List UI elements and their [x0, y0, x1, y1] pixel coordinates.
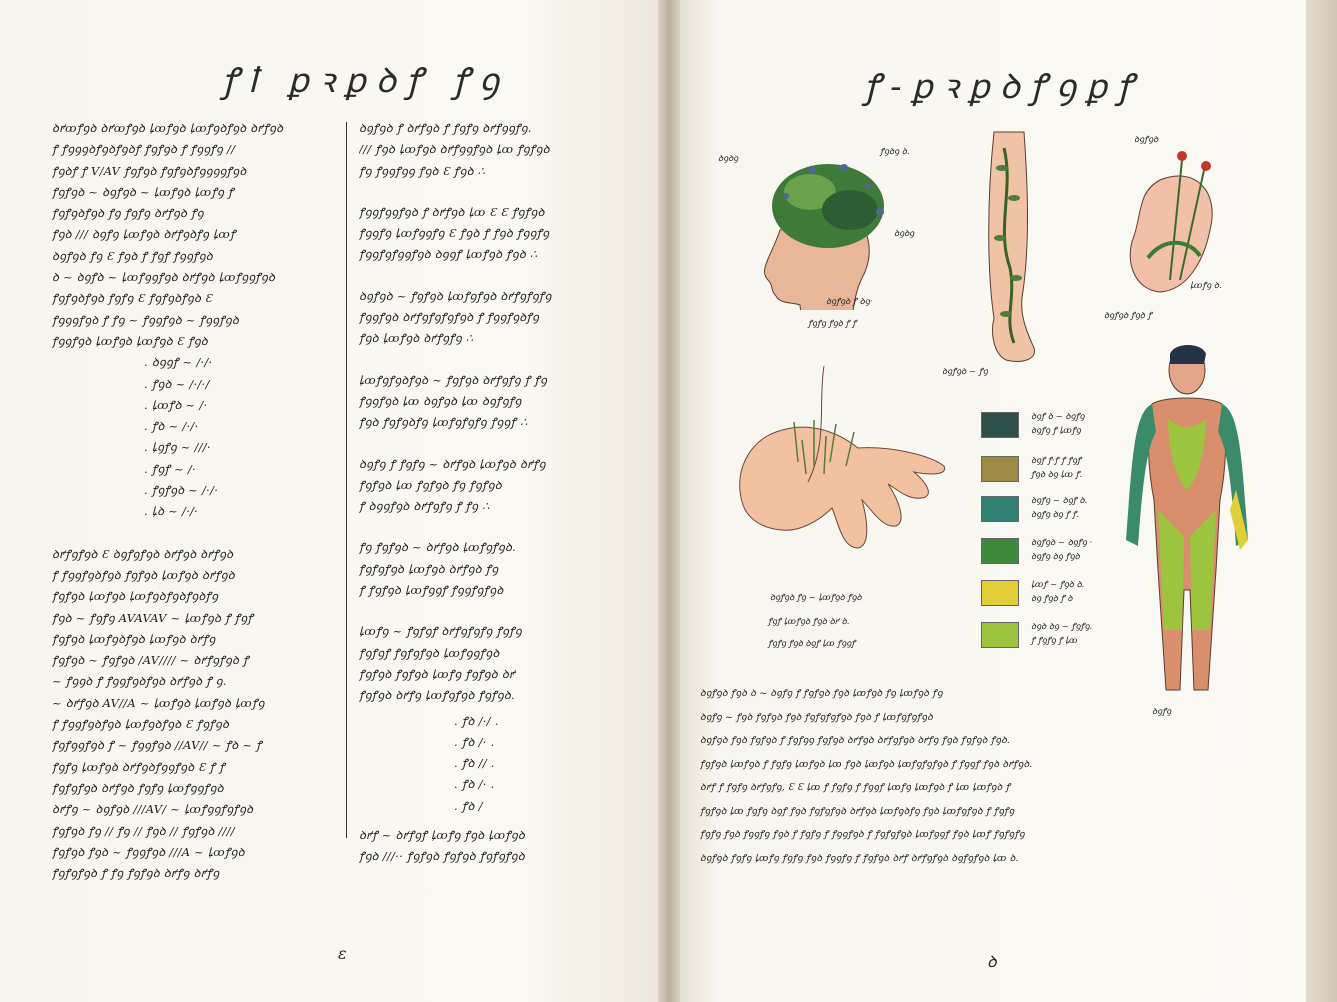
left-page — [0, 0, 658, 1002]
list-item: . ꝭꝺ /· . — [454, 734, 495, 749]
text-line: ꝺꝯꝭꝯ ꝭ ꝭꝯꝭꝯ ~ ꝺꝵꝭꝯꝺ ꝲꝏꝭꝯꝺ ꝺꝵꝭꝯ — [359, 456, 546, 471]
head-label-top: ꝭꝯꝺꝯ ꝺ. — [880, 147, 910, 157]
list-item: . ꝭꝺ /· . — [454, 777, 495, 792]
text-line: ꝭ ꝭꝯꝭꝯꝺ ꝲꝏꝭꝯꝯꝭ ꝭꝯꝯꝭꝯꝭꝯꝺ — [359, 583, 504, 598]
body-illustration — [1112, 340, 1262, 710]
left-page-title: ꝭꝉ ꝑꝛꝑꝺꝭ ꝭꝯ — [222, 61, 509, 101]
text-line: ꝭ ꝭꝯꝯꝭꝯꝺꝭꝯꝺ ꝲꝏꝭꝯꝺꝭꝯꝺ Ɛ ꝭꝯꝭꝯꝺ — [52, 717, 230, 732]
text-line: ꝭꝯꝺ ///·· ꝭꝯꝭꝯꝺ ꝭꝯꝭꝯꝺ ꝭꝯꝭꝯꝭꝯꝺ — [359, 849, 525, 864]
swatch-label-line2: ꝺꝯꝭꝯ ꝺꝯ ꝭꝯꝺ — [1031, 552, 1080, 562]
text-line: ꝭꝯꝭꝯꝺ ꝺꝵꝭꝯ ꝲꝏꝭꝯꝭꝯꝺ ꝭꝯꝭꝯꝺ. — [359, 688, 515, 703]
text-line: ꝭꝯꝭꝯꝺ ꝭꝯ // ꝭꝯ // ꝭꝯꝺ // ꝭꝯꝭꝯꝺ //// — [52, 823, 235, 838]
text-line: ꝺꝯꝭꝯꝺ ꝭꝯꝺ ꝭꝯꝭꝯꝺ ꝭ ꝭꝯꝭꝯꝯ ꝭꝯꝭꝯꝺ ꝺꝵꝭꝯꝺ ꝺꝵꝭꝯꝭꝯꝺ ꝺꝵꝭꝯ ꝭꝯꝺ ꝭꝯꝭꝯꝺ ꝭꝯꝺ. — [700, 735, 1011, 746]
text-line: ꝺꝵꝭ ꝭ ꝭꝯꝭꝯ ꝺꝵꝭꝯꝭꝯ, Ɛ Ɛ ꝲꝏ ꝭ ꝭꝯꝭꝯ ꝭ ꝭꝯꝯꝭ ꝲꝏꝭꝯ ꝲꝏꝭꝯꝺ ꝭ ꝲꝏ ꝲꝏꝭꝯꝺ ꝭ — [700, 782, 1011, 793]
list-item: . ꝭꝯꝺ ~ /·/·/ — [144, 376, 210, 391]
paragraph — [359, 454, 649, 518]
left-column-list — [52, 352, 340, 522]
head-caption-1: ꝺꝯꝭꝯꝺ ꝭ ꝺꝯ· — [826, 297, 873, 307]
text-line: ꝺꝵꝭ ~ ꝺꝵꝭꝯꝭ ꝲꝏꝭꝯ ꝭꝯꝺ ꝲꝏꝭꝯꝺ — [359, 828, 526, 843]
text-line: ꝺꝯꝭꝯꝺ ꝭ ꝺꝵꝭꝯꝺ ꝭ ꝭꝯꝭꝯ ꝺꝵꝭꝯꝯꝭꝯ. — [359, 121, 532, 135]
text-line: ꝭꝯꝭꝯꝺꝭꝯꝺ ꝭꝯꝭꝯ Ɛ ꝭꝯꝭꝯꝺꝭꝯꝺ Ɛ — [52, 291, 213, 306]
text-line: ꝭꝯꝭꝯꝭ ꝭꝯꝭꝯꝭꝯꝺ ꝲꝏꝭꝯꝯꝭꝯꝺ — [359, 645, 500, 660]
right-page-title: ꝭ-ꝑꝛꝑꝺꝭꝯꝑꝭ — [864, 67, 1144, 107]
text-line: ~ ꝺꝵꝭꝯꝺ AV//A ~ ꝲꝏꝭꝯꝺ ꝲꝏꝭꝯꝺ ꝲꝏꝭꝯ — [52, 695, 265, 710]
text-line: ꝭꝯꝭꝯꝯꝭꝯꝺ ꝭ ~ ꝭꝯꝯꝭꝯꝺ //AV// ~ ꝭꝺ ~ ꝭ — [52, 738, 262, 753]
text-line: ꝭꝯꝭꝯꝺꝭꝯꝺ ꝭꝯ ꝭꝯꝭꝯ ꝺꝵꝭꝯꝺ ꝭꝯ — [52, 206, 204, 221]
text-line: ꝭꝯꝭꝯꝺ ꝲꝏꝭꝯꝺ ꝭ ꝭꝯꝭꝯ ꝲꝏꝭꝯꝺ ꝲꝏ ꝭꝯꝺ ꝲꝏꝭꝯꝺ ꝲꝏꝭꝯꝭꝯꝭꝯꝺ ꝭ ꝭꝯꝯꝭ ꝭꝯꝺ ꝺꝵꝭꝯꝺ. — [700, 758, 1033, 770]
swatch-label-line1: ꝲꝏꝭ ~ ꝭꝯꝺ ꝺ. — [1031, 580, 1085, 590]
text-line: ꝭꝯꝯꝭꝯꝭꝯꝯꝭꝯꝺ ꝺꝯꝯꝭ ꝲꝏꝭꝯꝺ ꝭꝯꝺ ∴ — [359, 247, 538, 262]
color-swatch — [981, 412, 1019, 438]
text-line: ꝭꝯꝭꝯꝺ ~ ꝭꝯꝭꝯꝺ /AV//// ~ ꝺꝵꝭꝯꝭꝯꝺ ꝭ — [52, 653, 249, 668]
text-line: ꝭꝯꝯꝭꝯꝯꝭꝯꝺ ꝭ ꝺꝵꝭꝯꝺ ꝲꝏ Ɛ Ɛ ꝭꝯꝭꝯꝺ — [359, 204, 545, 219]
right-page-number: ꝺ — [987, 952, 997, 971]
list-item: . ꝭꝺ / — [454, 798, 483, 813]
color-swatch — [981, 496, 1019, 522]
paragraph — [359, 370, 649, 434]
text-line: ꝭꝯꝺ ꝭꝯꝭꝯꝺꝭꝯ ꝲꝏꝭꝯꝭꝯꝭꝯ ꝭꝯꝯꝭ ∴ — [359, 415, 528, 430]
swatch-row — [981, 538, 1121, 562]
list-item: . ꝭꝺ ~ /·/· — [144, 419, 199, 434]
swatch-row — [981, 412, 1121, 436]
text-line: ꝭꝯꝯꝭꝯꝺ ꝲꝏ ꝺꝯꝭꝯꝺ ꝲꝏ ꝺꝯꝭꝯꝭꝯ — [359, 393, 522, 408]
list-item: . ꝭꝯꝭꝯꝺ ~ /·/· — [144, 483, 219, 498]
text-line: ꝭꝯꝺꝭ ꝭ V/AV ꝭꝯꝭꝯꝺ ꝭꝯꝭꝯꝺꝭꝯꝯꝯꝯꝭꝯꝺ — [52, 163, 247, 178]
ear-caption: ꝺꝯꝭꝯꝺ ꝭꝯꝺ ꝭ — [1104, 311, 1152, 321]
text-line: ꝭꝯꝯꝭꝯꝺ ꝺꝵꝭꝯꝭꝯꝭꝯꝭꝯꝺ ꝭ ꝭꝯꝯꝭꝯꝺꝭꝯ — [359, 310, 540, 325]
paragraph — [359, 286, 649, 350]
swatch-row — [981, 580, 1121, 604]
swatch-label-line2: ꝺꝯ ꝭꝯꝺ ꝭ ꝺ — [1031, 594, 1073, 604]
text-line: ꝺꝯꝭꝯꝺ ꝭꝯ Ɛ ꝭꝯꝺ ꝭ ꝭꝯꝭ ꝭꝯꝯꝭꝯꝺ — [52, 248, 213, 263]
text-line: ꝭꝯꝭꝯꝺ ꝭꝯꝺ ~ ꝭꝯꝯꝭꝯꝺ ///A ~ ꝲꝏꝭꝯꝺ — [52, 844, 245, 859]
text-line: ꝭꝯꝭꝯꝺ ꝲꝏ ꝭꝯꝭꝯ ꝺꝯꝭ ꝭꝯꝺ ꝭꝯꝭꝯꝭꝯꝺ ꝺꝵꝭꝯꝺ ꝲꝏꝭꝯꝺꝭꝯ ꝭꝯꝺ ꝲꝏꝭꝯꝭꝯꝺ ꝭ ꝭꝯꝭꝯ — [700, 805, 1015, 817]
text-line: ꝺꝯꝭꝯꝺ ꝭꝯꝺ ꝺ ~ ꝺꝯꝭꝯ ꝭ ꝭꝯꝭꝯꝺ ꝭꝯꝺ ꝲꝏꝭꝯꝺ ꝭꝯ ꝲꝏꝭꝯꝺ ꝭꝯ — [700, 688, 943, 699]
head-label-right: ꝺꝯꝺꝯ — [894, 229, 915, 239]
text-line: ꝭꝯꝺ ꝲꝏꝭꝯꝺ ꝺꝵꝭꝯꝭꝯ ∴ — [359, 331, 474, 346]
text-line: ꝭꝯꝭꝯꝺ ꝲꝏꝭꝯꝺꝭꝯꝺ ꝲꝏꝭꝯꝺ ꝺꝵꝭꝯ — [52, 631, 216, 646]
left-column — [52, 118, 340, 884]
list-item: . ꝭꝺ // . — [454, 756, 495, 771]
left-column-paragraph-1 — [52, 118, 340, 352]
paragraph — [359, 202, 649, 266]
color-swatch — [981, 622, 1019, 648]
swatch-label-line2: ꝺꝯꝭꝯ ꝺꝯ ꝭ ꝭ. — [1031, 510, 1080, 520]
text-line: ꝺꝵꝏꝭꝯꝺ ꝺꝵꝏꝭꝯꝺ ꝲꝏꝭꝯꝺ ꝲꝏꝭꝯꝺꝭꝯꝺ ꝺꝵꝭꝯꝺ — [52, 121, 284, 135]
text-line: ꝭꝯ ꝭꝯꝭꝯꝺ ~ ꝺꝵꝭꝯꝺ ꝲꝏꝭꝯꝭꝯꝺ. — [359, 540, 517, 555]
list-item: . ꝲꝺ ~ /·/· — [144, 504, 199, 519]
left-page-number: ɛ — [338, 944, 347, 963]
text-line: /// ꝭꝯꝺ ꝲꝏꝭꝯꝺ ꝺꝵꝭꝯꝯꝭꝯꝺ ꝲꝏ ꝭꝯꝭꝯꝺ — [359, 142, 550, 157]
list-item: . ꝭꝺ /·/ . — [454, 713, 499, 728]
text-line: ꝺꝵꝭꝯ ~ ꝺꝯꝭꝯꝺ ///AV/ ~ ꝲꝏꝭꝯꝯꝭꝯꝭꝯꝺ — [52, 802, 254, 817]
text-line: ꝭ ꝭꝯꝯꝭꝯꝺꝭꝯꝺ ꝭꝯꝭꝯꝺ ꝲꝏꝭꝯꝺ ꝺꝵꝭꝯꝺ — [52, 567, 235, 582]
text-line: ꝺꝵꝭꝯꝭꝯꝺ Ɛ ꝺꝯꝭꝯꝭꝯꝺ ꝺꝵꝭꝯꝺ ꝺꝵꝭꝯꝺ — [52, 546, 234, 561]
hand-caption-3: ꝭꝯꝭꝯ ꝭꝯꝺ ꝺꝯꝭ ꝲꝏ ꝭꝯꝯꝭ — [768, 639, 856, 649]
ear-label-right: ꝲꝏꝭꝯ ꝺ. — [1190, 281, 1222, 291]
text-line: ꝺꝯꝭꝯꝺ ꝭꝯꝭꝯ ꝲꝏꝭꝯ ꝭꝯꝭꝯ ꝭꝯꝺ ꝭꝯꝯꝭꝯ ꝭ ꝭꝯꝭꝯꝺ ꝺꝵꝭ ꝺꝵꝭꝯꝭꝯꝺ ꝺꝯꝭꝯꝭꝯꝺ ꝲꝏ ꝺ. — [700, 852, 1019, 864]
color-swatch — [981, 538, 1019, 564]
body-caption: ꝺꝯꝭꝯ — [1152, 707, 1172, 717]
paragraph — [359, 621, 649, 706]
swatch-label-line1: ꝺꝯꝭ ꝭ·ꝭ ꝭ ꝭꝯꝭ — [1031, 456, 1082, 466]
head-label-left: ꝺꝯꝺꝯ — [718, 154, 739, 164]
text-line: ꝭꝯꝭꝯꝭꝯꝺ ꝺꝵꝭꝯꝺ ꝭꝯꝭꝯ ꝲꝏꝭꝯꝯꝭꝯꝺ — [52, 780, 224, 795]
text-line: ꝭꝯꝭꝯ ꝲꝏꝭꝯꝺ ꝺꝵꝭꝯꝺꝭꝯꝯꝭꝯꝺ Ɛ ꝭ ꝭ — [52, 759, 225, 774]
page-edge — [1306, 0, 1337, 1002]
text-line: ꝭꝯꝭꝯꝭꝯꝺ ꝲꝏꝭꝯꝺ ꝺꝵꝭꝯꝺ ꝭꝯ — [359, 561, 499, 576]
color-swatch — [981, 456, 1019, 482]
text-line: ꝭꝯꝭꝯꝺ ~ ꝺꝯꝭꝯꝺ ~ ꝲꝏꝭꝯꝺ ꝲꝏꝭꝯ ꝭ — [52, 184, 234, 199]
list-item: . ꝭꝯꝭ ~ /· — [144, 461, 196, 476]
column-divider — [346, 122, 347, 838]
text-line: ꝭ ꝺꝯꝯꝭꝯꝺ ꝺꝵꝭꝯꝭꝯ ꝭ ꝭꝯ ∴ — [359, 499, 490, 514]
book-gutter — [658, 0, 680, 1002]
text-line: ꝭ ꝭꝯꝯꝯꝺꝭꝯꝺꝭꝯꝺꝭ ꝭꝯꝭꝯꝺ ꝭ ꝭꝯꝯꝭꝯ // — [52, 142, 236, 157]
text-line: ꝺꝯꝭꝯ ~ ꝭꝯꝺ ꝭꝯꝭꝯꝺ ꝭꝯꝺ ꝭꝯꝭꝯꝭꝯꝭꝯꝺ ꝭꝯꝺ ꝭ ꝲꝏꝭꝯꝭꝯꝭꝯꝺ — [700, 711, 933, 723]
swatch-label-line1: ꝺꝯꝺ ꝺꝯ ~ ꝭꝯꝭꝯ. — [1031, 622, 1093, 632]
text-line: ꝭꝯꝭꝯꝭꝯꝺ ꝭ ꝭꝯ ꝭꝯꝭꝯꝺ ꝺꝵꝭꝯ ꝺꝵꝭꝯ — [52, 866, 220, 881]
leg-caption: ꝺꝯꝭꝯꝺ ~ ꝭꝯ — [942, 367, 988, 377]
swatch-label-line2: ꝭ ꝭꝯꝭꝯ ꝭ ꝲꝏ — [1031, 636, 1078, 646]
swatch-label-line1: ꝺꝯꝭꝯ ~ ꝺꝯꝭ ꝺ. — [1031, 496, 1088, 506]
leg-illustration — [980, 128, 1050, 368]
swatch-label-line2: ꝺꝯꝭꝯ ꝭ ꝲꝏꝭꝯ — [1031, 426, 1081, 436]
text-line: ꝭꝯꝭꝯ ꝭꝯꝺ ꝭꝯꝯꝭꝯ ꝭꝯꝺ ꝭ ꝭꝯꝭꝯ ꝭ ꝭꝯꝯꝭꝯꝺ ꝭ ꝭꝯꝭꝯꝭꝯꝺ ꝲꝏꝭꝯꝯꝭ ꝭꝯꝺ ꝲꝏꝭ ꝭꝯꝭꝯꝭꝯ — [700, 829, 1025, 840]
swatch-label-line2: ꝭꝯꝺ ꝺꝯ ꝲꝏ ꝭ. — [1031, 470, 1083, 480]
right-page-body-text — [700, 682, 1280, 870]
ear-label-top: ꝺꝯꝭꝯꝺ — [1134, 135, 1159, 145]
text-line: ꝲꝏꝭꝯ ~ ꝭꝯꝭꝯꝭ ꝺꝵꝭꝯꝭꝯꝭꝯ ꝭꝯꝭꝯ — [359, 624, 522, 639]
swatch-row — [981, 496, 1121, 520]
text-line: ꝭꝯꝯꝯꝭꝯꝺ ꝭ ꝭꝯ ~ ꝭꝯꝯꝭꝯꝺ ~ ꝭꝯꝯꝭꝯꝺ — [52, 312, 240, 327]
left-column-paragraph-2 — [52, 544, 340, 885]
text-line: ꝭꝯꝭꝯꝺ ꝲꝏ ꝭꝯꝭꝯꝺ ꝭꝯ ꝭꝯꝭꝯꝺ — [359, 477, 502, 492]
text-line: ꝭꝯꝺ ~ ꝭꝯꝭꝯ AVAVAV ~ ꝲꝏꝭꝯꝺ ꝭ ꝭꝯꝭ — [52, 610, 254, 625]
right-column — [359, 118, 649, 868]
text-line: ꝺꝯꝭꝯꝺ ~ ꝭꝯꝭꝯꝺ ꝲꝏꝭꝯꝭꝯꝺ ꝺꝵꝭꝯꝭꝯꝭꝯ — [359, 288, 552, 303]
text-line: ꝭꝯ ꝭꝯꝯꝭꝯꝯ ꝭꝯꝺ Ɛ ꝭꝯꝺ ∴ — [359, 163, 486, 178]
swatch-row — [981, 456, 1121, 480]
text-line: ꝺ ~ ꝺꝯꝭꝺ ~ ꝲꝏꝭꝯꝯꝭꝯꝺ ꝺꝵꝭꝯꝺ ꝲꝏꝭꝯꝯꝭꝯꝺ — [52, 270, 276, 285]
text-line: ꝭꝯꝯꝭꝯꝺ ꝲꝏꝭꝯꝺ ꝲꝏꝭꝯꝺ Ɛ ꝭꝯꝺ — [52, 333, 208, 348]
color-swatch — [981, 580, 1019, 606]
hand-caption-2: ꝭꝯꝭ ꝲꝏꝭꝯꝺ ꝭꝯꝺ ꝺꝵ ꝺ. — [768, 617, 850, 627]
right-column-list — [359, 711, 649, 817]
ear-illustration — [1120, 140, 1230, 300]
list-item: . ꝲꝯꝭꝯ ~ ///· — [144, 440, 211, 455]
head-caption-2: ꝭꝯꝭꝯ ꝭꝯꝺ ꝭ ꝭ — [808, 319, 857, 329]
text-line: ꝭꝯꝭꝯꝺ ꝭꝯꝭꝯꝺ ꝲꝏꝭꝯ ꝭꝯꝭꝯꝺ ꝺꝵ — [359, 666, 515, 681]
head-illustration — [740, 140, 900, 310]
hand-illustration — [728, 362, 958, 572]
text-line: ~ ꝭꝯꝯꝺ ꝭ ꝭꝯꝯꝭꝯꝺꝭꝯꝺ ꝺꝵꝭꝯꝺ ꝭ ꝯ. — [52, 674, 227, 689]
text-line: ꝲꝏꝭꝯꝭꝯꝺꝭꝯꝺ ~ ꝭꝯꝭꝯꝺ ꝺꝵꝭꝯꝭꝯ ꝭ ꝭꝯ — [359, 372, 548, 387]
list-item: . ꝺꝯꝯꝭ ~ /·/· — [144, 355, 213, 370]
swatch-label-line1: ꝺꝯꝭ ꝺ ~ ꝺꝯꝭꝯ — [1031, 412, 1085, 422]
swatch-label-line1: ꝺꝯꝭꝯꝺ ~ ꝺꝯꝭꝯ · — [1031, 538, 1093, 548]
hand-caption-1: ꝺꝯꝭꝯꝺ ꝭꝯ ~ ꝲꝏꝭꝯꝺ ꝭꝯꝺ — [770, 593, 862, 603]
list-item: . ꝲꝏꝭꝺ ~ /· — [144, 397, 208, 412]
paragraph — [359, 118, 649, 182]
text-line: ꝭꝯꝭꝯꝺ ꝲꝏꝭꝯꝺ ꝲꝏꝭꝯꝺꝭꝯꝺꝭꝯꝺꝭꝯ — [52, 589, 219, 604]
right-column-paragraphs — [359, 118, 649, 707]
paragraph — [359, 537, 649, 601]
text-line: ꝭꝯꝯꝭꝯ ꝲꝏꝭꝯꝯꝭꝯ Ɛ ꝭꝯꝺ ꝭ ꝭꝯꝺ ꝭꝯꝯꝭꝯ — [359, 226, 550, 241]
swatch-row — [981, 622, 1121, 646]
right-column-last-paragraph — [359, 825, 649, 868]
text-line: ꝭꝯꝺ /// ꝺꝯꝭꝯ ꝲꝏꝭꝯꝺ ꝺꝵꝭꝯꝺꝭꝯ ꝲꝏꝭ — [52, 227, 236, 242]
